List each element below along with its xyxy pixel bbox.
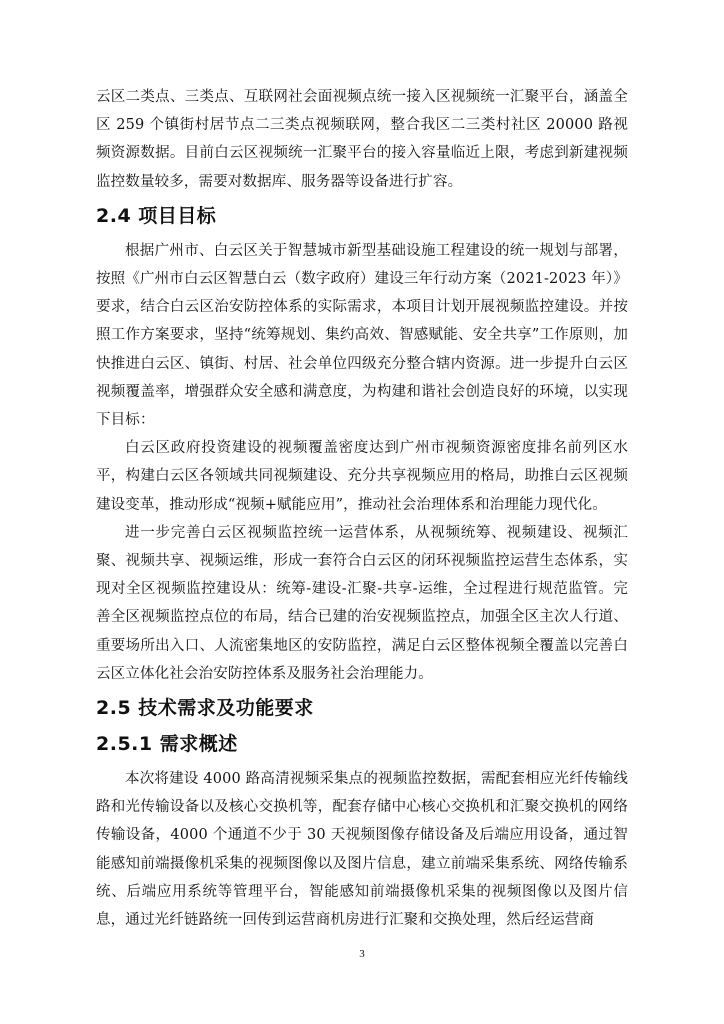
section-heading-2-5-1: 2.5.1 需求概述 [96,733,238,756]
intro-paragraph: 云区二类点、三类点、互联网社会面视频点统一接入区视频统一汇聚平台，涵盖全区 259 个镇街村居节点二三类点视频联网，整合我区二三类村社区 20000 路视频资源数据。目前白云区视频统一汇聚平台的接入容量临近上限，考虑到新建视频监控数量较多，需要对数据库、服务器等设备进行扩容。 [96,89,628,190]
section-2-5-1-paragraph-1: 本次将建设 4000 路高清视频采集点的视频监控数据，需配套相应光纤传输线路和光传输设备以及核心交换机等，配套存储中心核心交换机和汇聚交换机的网络传输设备，4000 个通道不少于 30 天视频图像存储设备及后端应用设备，通过智能感知前端摄像机采集的视频图像以及图片信息，建立前端采集系统、网络传输系统、后端应用系统等管理平台，智能感知前端摄像机采集的视频图像以及图片信息，通过光纤链路统一回传到运营商机房进行汇聚和交换处理，然后经运营商 [96,771,628,929]
section-2-4-paragraph-2: 白云区政府投资建设的视频覆盖密度达到广州市视频资源密度排名前列区水平，构建白云区各领域共同视频建设、充分共享视频应用的格局，助推白云区视频建设变革，推动形成“视频+赋能应用”，推动社会治理体系和治理能力现代化。 [96,440,628,513]
page-number: 3 [359,948,365,960]
section-heading-2-4: 2.4 项目目标 [96,204,217,227]
page-body [96,83,628,934]
section-2-4-paragraph-3: 进一步完善白云区视频监控统一运营体系，从视频统筹、视频建设、视频汇聚、视频共享、视频运维，形成一套符合白云区的闭环视频监控运营生态体系，实现对全区视频监控建设从：统筹-建设-汇聚-共享-运维，全过程进行规范监管。完善全区视频监控点位的布局，结合已建的治安视频监控点，加强全区主次人行道、重要场所出入口、人流密集地区的安防监控，满足白云区整体视频全覆盖以完善白云区立体化社会治安防控体系及服务社会治理能力。 [96,524,628,682]
section-heading-2-5: 2.5 技术需求及功能要求 [96,697,314,720]
section-2-4-paragraph-1: 根据广州市、白云区关于智慧城市新型基础设施工程建设的统一规划与部署，按照《广州市白云区智慧白云（数字政府）建设三年行动方案（2021-2023 年）》要求，结合白云区治安防控体系的实际需求，本项目计划开展视频监控建设。并按照工作方案要求，坚持“统筹规划、集约高效、智感赋能、安全共享”工作原则，加快推进白云区、镇街、村居、社会单位四级充分整合辖内资源。进一步提升白云区视频覆盖率，增强群众安全感和满意度，为构建和谐社会创造良好的环境，以实现下目标： [96,242,628,429]
